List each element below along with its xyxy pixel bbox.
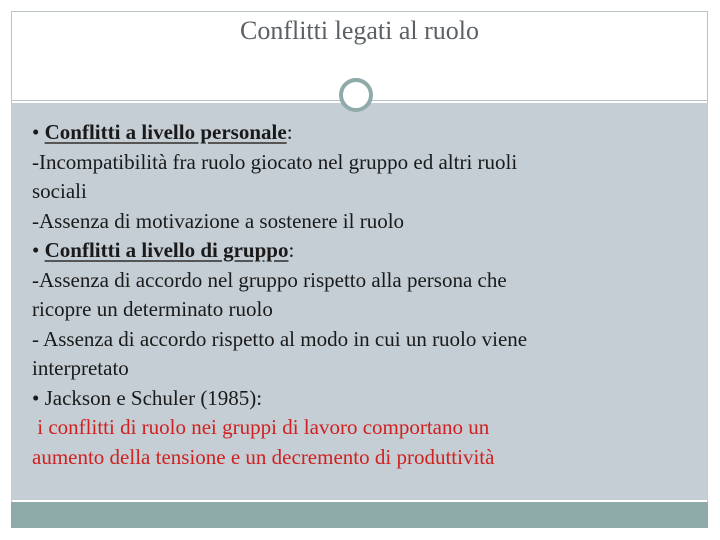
bullet-heading: Conflitti a livello personale xyxy=(44,120,287,144)
footer-bar xyxy=(11,502,708,528)
bullet-heading: Conflitti a livello di gruppo xyxy=(44,238,289,262)
text-line: sociali xyxy=(32,179,87,203)
circle-ornament-icon xyxy=(339,78,373,112)
bullet-item-reference xyxy=(32,384,692,414)
highlight-line: aumento della tensione e un decremento di produttività xyxy=(32,444,495,469)
bullet-icon: • xyxy=(32,385,40,410)
highlight-line: i conflitti di ruolo nei gruppi di lavoro comportano un xyxy=(32,415,490,439)
text-line: -Assenza di accordo nel gruppo rispetto alla persona che xyxy=(32,267,507,292)
text-line: -Assenza di motivazione a sostenere il ruolo xyxy=(32,208,405,233)
slide-title: Conflitti legati al ruolo xyxy=(239,16,479,45)
text-line: -Incompatibilità fra ruolo giocato nel gruppo ed altri ruoli xyxy=(32,149,518,174)
text-line: ricopre un determinato ruolo xyxy=(32,297,273,321)
bullet-item-personal: • Conflitti a livello personale: xyxy=(32,120,293,144)
slide-body xyxy=(32,118,692,472)
reference-label: Jackson e Schuler (1985): xyxy=(44,385,263,410)
bullet-icon: • xyxy=(32,238,40,262)
text-line: interpretato xyxy=(32,356,129,380)
bullet-icon: • xyxy=(32,120,40,144)
bullet-item-group: • Conflitti a livello di gruppo: xyxy=(32,238,295,262)
text-line: - Assenza di accordo rispetto al modo in cui un ruolo viene xyxy=(32,326,528,351)
